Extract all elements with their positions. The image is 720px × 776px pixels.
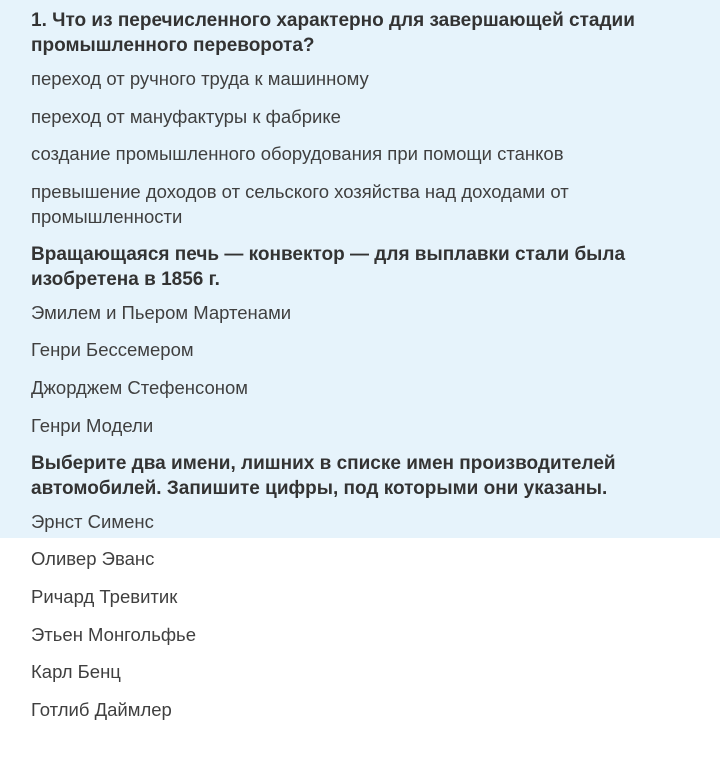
question-2-option-4: Генри Модели	[31, 414, 154, 436]
question-2-text: Вращающаяся печь — конвектор — для выплавки стали была изобретена в 1856 г.	[31, 243, 626, 290]
question-1-option-3: создание промышленного оборудования при помощи станков	[31, 143, 564, 165]
question-1-text: 1. Что из перечисленного характерно для завершающей стадии промышленного переворота?	[31, 10, 635, 56]
question-1-option-1: переход от ручного труда к машинному	[31, 68, 369, 89]
question-3-option-2: Оливер Эванс	[31, 548, 155, 570]
question-3-text: Выберите два имени, лишних в списке имен производителей автомобилей. Запишите цифры, под которыми они указаны.	[31, 452, 616, 499]
question-3-option-1: Эрнст Сименс	[31, 510, 154, 532]
question-1-option-2: переход от мануфактуры к фабрике	[31, 105, 341, 127]
question-3-option-4: Этьен Монгольфье	[31, 623, 196, 645]
question-block-1	[31, 8, 691, 229]
question-2-option-1: Эмилем и Пьером Мартенами	[31, 301, 292, 323]
question-3-option-3: Ричард Тревитик	[31, 585, 178, 607]
quiz-content	[31, 8, 691, 735]
question-3-option-6: Готлиб Даймлер	[31, 698, 172, 720]
question-block-3	[31, 451, 691, 722]
question-3-option-5: Карл Бенц	[31, 661, 121, 683]
question-1-option-4: превышение доходов от сельского хозяйства над доходами от промышленности	[31, 181, 569, 228]
question-2-option-3: Джорджем Стефенсоном	[31, 377, 248, 399]
question-2-option-2: Генри Бессемером	[31, 339, 194, 361]
question-block-2	[31, 242, 691, 438]
